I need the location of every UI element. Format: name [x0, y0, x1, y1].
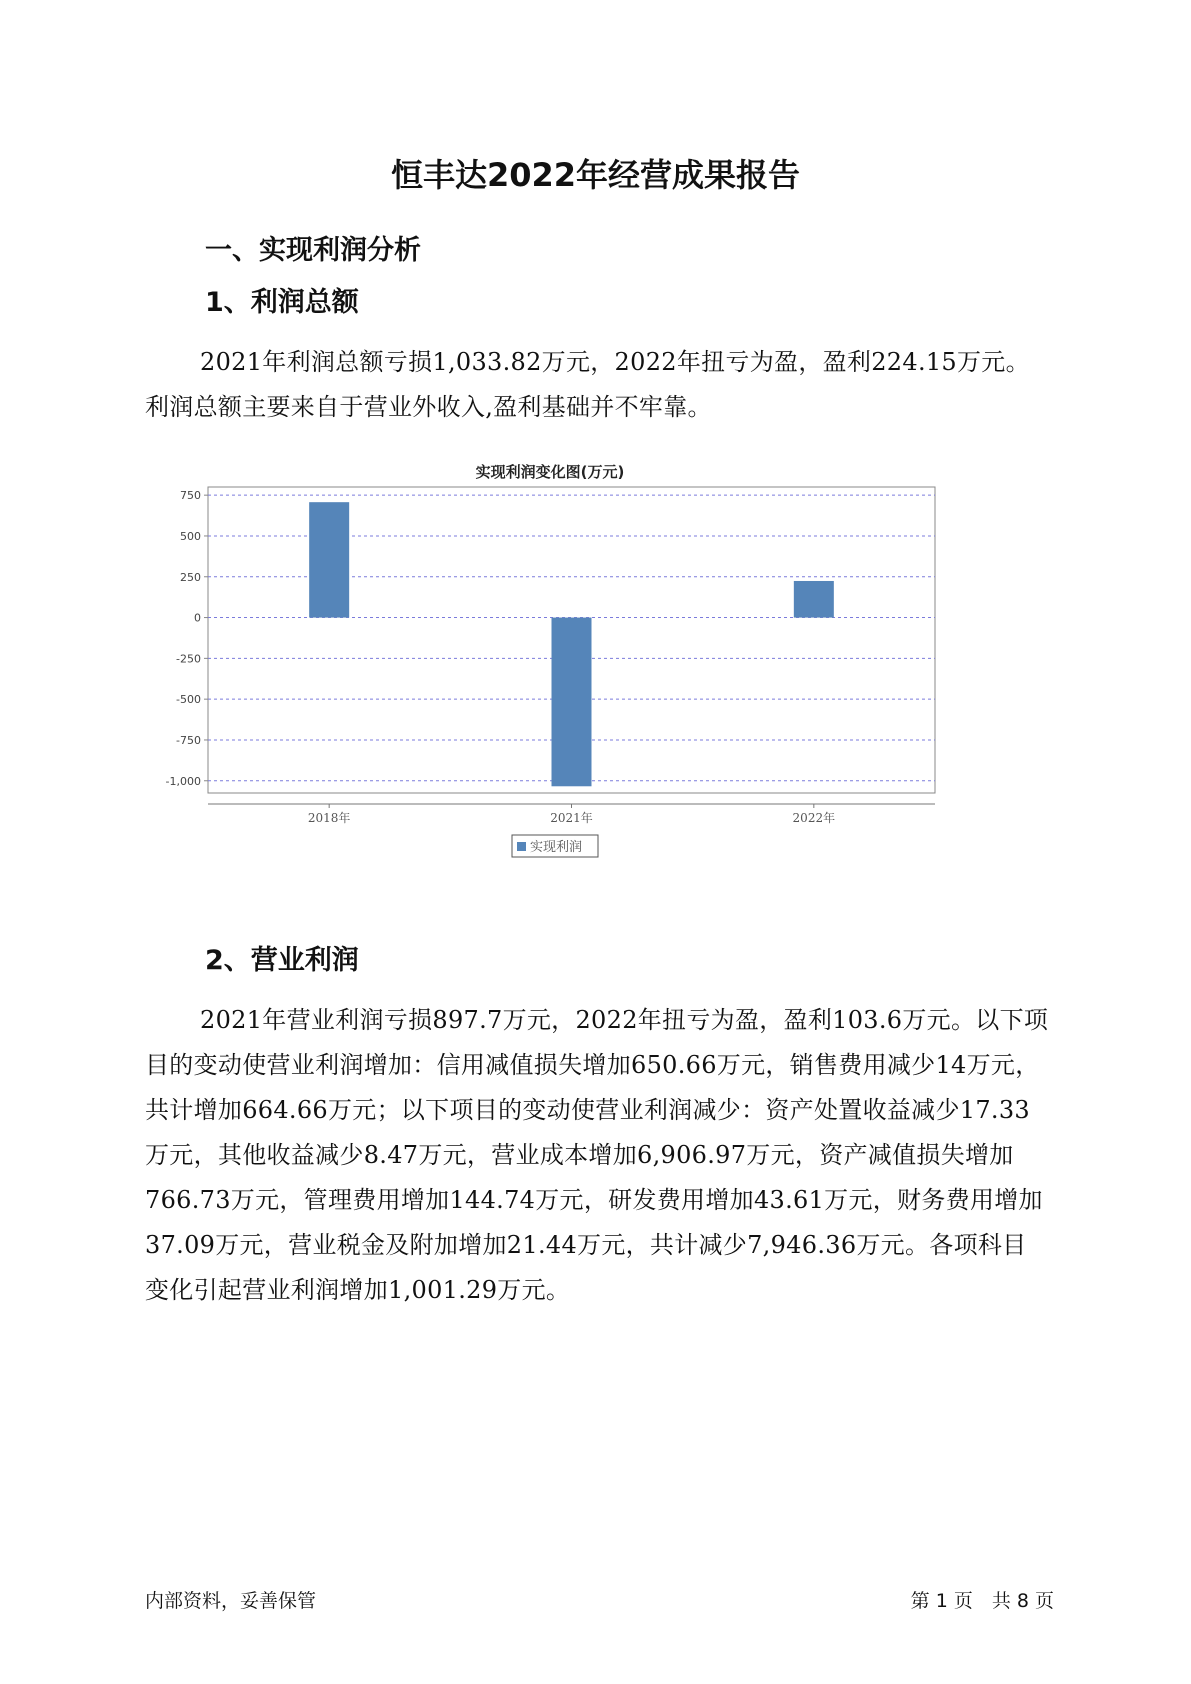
- paragraph-operating-profit: 2021年营业利润亏损897.7万元，2022年扭亏为盈，盈利103.6万元。以下项目的变动使营业利润增加：信用减值损失增加650.66万元，销售费用减少14万元，共计增加664.66万元；以下项目的变动使营业利润减少：资产处置收益减少17.33万元，其他收益减少8.47万元，营业成本增加6,906.97万元，资产减值损失增加766.73万元，管理费用增加144.74万元，研发费用增加43.61万元，财务费用增加37.09万元，营业税金及附加增加21.44万元，共计减少7,946.36万元。各项科目变化引起营业利润增加1,001.29万元。: [145, 1006, 1049, 1304]
- chart-title: 实现利润变化图(万元): [475, 463, 625, 481]
- x-tick-label: 2018年: [307, 811, 351, 825]
- y-tick-label: 750: [180, 489, 201, 503]
- legend-label: 实现利润: [530, 840, 583, 855]
- chart-svg: [160, 455, 1040, 910]
- x-tick-label: 2021年: [550, 811, 593, 825]
- x-tick-label: 2022年: [792, 811, 836, 825]
- bar-0: [309, 502, 349, 617]
- footer-confidential: 内部资料，妥善保管: [145, 1590, 317, 1612]
- bar-1: [552, 618, 592, 787]
- subsection-heading-operating-profit: 2、营业利润: [205, 945, 359, 976]
- y-tick-label: -500: [176, 693, 201, 707]
- subsection-heading-total-profit: 1、利润总额: [205, 287, 359, 318]
- legend-swatch: [517, 842, 526, 851]
- paragraph-total-profit: 2021年利润总额亏损1,033.82万元，2022年扭亏为盈，盈利224.15万元。利润总额主要来自于营业外收入,盈利基础并不牢靠。: [145, 348, 1030, 421]
- y-tick-label: 250: [180, 570, 201, 584]
- footer-page-number: 第 1 页 共 8 页: [910, 1590, 1054, 1612]
- profit-bar-chart: [160, 455, 1040, 910]
- page-title: 恒丰达2022年经营成果报告: [390, 156, 801, 194]
- y-tick-label: 500: [180, 529, 201, 543]
- y-tick-label: -750: [176, 733, 201, 747]
- bar-2: [794, 581, 834, 618]
- chart-legend: [512, 835, 598, 857]
- y-tick-label: -250: [176, 652, 201, 666]
- y-tick-label: 0: [194, 611, 201, 625]
- section-heading-profit-analysis: 一、实现利润分析: [205, 235, 421, 266]
- y-tick-label: -1,000: [165, 774, 201, 788]
